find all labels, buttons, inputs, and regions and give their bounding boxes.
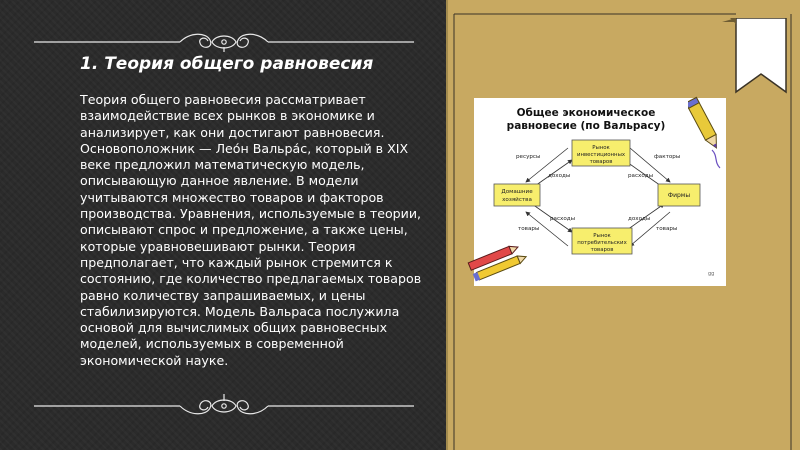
box-investment-market-line3: товаров xyxy=(589,159,613,165)
diagram-title-line2: равновесие (по Вальрасу) xyxy=(506,120,666,132)
diagram-title-line1: Общее экономическое xyxy=(516,107,656,119)
box-consumer-market-line3: товаров xyxy=(590,247,614,253)
slide-body-text: Теория общего равновесия рассматривает взаимодействие всех рынков в экономике и анализирует, как они достигают равновесия. Основоположник — Лео́н Вальра́с, который в XIX веке предложил математическую модель, описывающую данное явление. В модели учитываются множество товаров и факторов производства. Уравнения, используемые в теории, описывают спрос и предложение, а также цены, которые уравновешивают рынки. Теория предполагает, что каждый рынок стремится к состоянию, где количество предлагаемых товаров равно количеству запрашиваемых, и цены стабилизируются. Модель Вальраса послужила основой для вычислимых общих равновесных моделей, используемых в современной экономической науке. xyxy=(80,92,422,368)
panel-divider xyxy=(446,0,448,450)
label-expenses-bottom-left: расходы xyxy=(550,216,576,222)
slide-title: 1. Теория общего равновесия xyxy=(80,54,374,74)
bottom-scroll-flourish-icon xyxy=(30,392,418,416)
diagram-corner-mark: gg xyxy=(708,271,715,277)
label-goods-left: товары xyxy=(518,226,540,232)
box-investment-market-line1: Рынок xyxy=(592,145,610,151)
label-goods-right: товары xyxy=(656,226,678,232)
pencils-icon xyxy=(462,240,532,284)
label-expenses-top-right: расходы xyxy=(628,173,654,179)
label-income-top-left: доходы xyxy=(548,173,571,179)
pencil-icon xyxy=(688,92,728,172)
ribbon-bookmark-icon xyxy=(722,18,796,94)
box-households-line2: хозяйства xyxy=(502,197,532,203)
box-households-line1: Домашние xyxy=(501,189,533,195)
box-investment-market-line2: инвестиционных xyxy=(576,152,626,158)
box-consumer-market-line1: Рынок xyxy=(593,233,611,239)
label-resources: ресурсы xyxy=(516,154,541,160)
label-factors: факторы xyxy=(654,154,681,160)
top-scroll-flourish-icon xyxy=(30,30,418,54)
box-firms-label: Фирмы xyxy=(667,192,691,199)
label-income-bottom-right: доходы xyxy=(628,216,651,222)
box-consumer-market-line2: потребительских xyxy=(577,240,627,246)
